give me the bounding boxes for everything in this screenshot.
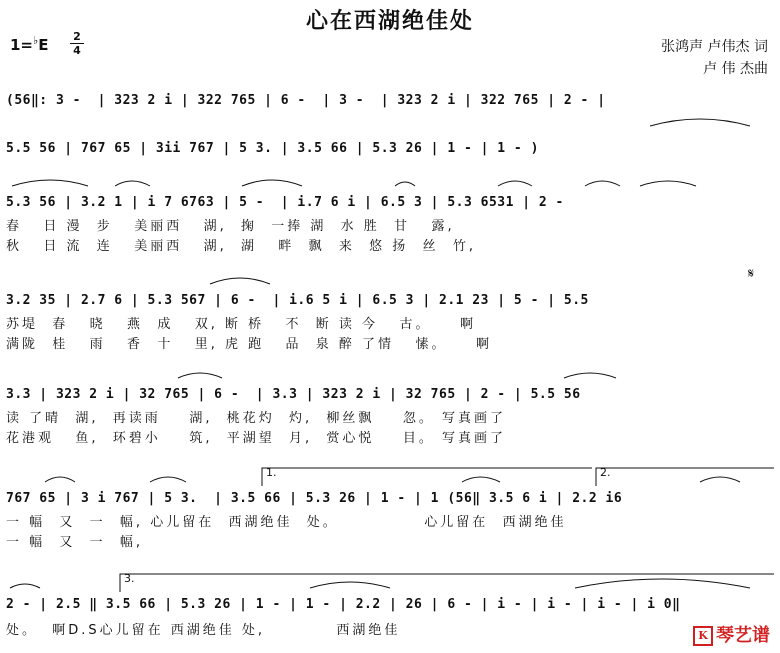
time-signature-top: 2 xyxy=(73,30,81,43)
notation-line-6: 767 65 | 3 i 767 | 5 3. | 3.5 66 | 5.3 26 | 1 - | 1 (56‖ 3.5 6 i | 2.2 i6 xyxy=(6,491,623,506)
flat-sign: ♭ xyxy=(33,34,39,47)
volta-bracket-3 xyxy=(120,574,774,592)
volta-number-3: 3. xyxy=(124,572,135,585)
slur xyxy=(150,477,186,482)
slur xyxy=(640,181,696,186)
slur xyxy=(242,180,302,186)
notation-line-3: 5.3 56 | 3.2 1 | i 7 6763 | 5 - | i.7 6 i | 6.5 3 | 5.3 6531 | 2 - xyxy=(6,195,564,210)
slur xyxy=(575,579,750,588)
slur xyxy=(115,181,150,186)
slur xyxy=(12,180,88,186)
notation-line-2: 5.5 56 | 767 65 | 3ii 767 | 5 3. | 3.5 66 | 5.3 26 | 1 - | 1 - ) xyxy=(6,141,539,156)
notation-line-1: (56‖: 3 - | 323 2 i | 322 765 | 6 - | 3 - | 323 2 i | 322 765 | 2 - | xyxy=(6,93,606,108)
slur xyxy=(462,477,500,482)
notation-line-7: 2 - | 2.5 ‖ 3.5 66 | 5.3 26 | 1 - | 1 - | 2.2 | 26 | 6 - | i - | i - | i - | i 0‖ xyxy=(6,597,681,612)
volta-bracket-1 xyxy=(262,468,592,486)
lyric-line-3a: 春 日 漫 步 美丽西 湖, 掬 一捧 湖 水 胜 甘 露, xyxy=(6,219,455,234)
volta-bracket-2 xyxy=(596,468,774,486)
slur xyxy=(650,119,750,126)
slur xyxy=(45,477,75,482)
lyric-line-7a: 处。 啊D.S心儿留在 西湖绝佳 处, 西湖绝佳 xyxy=(6,623,401,638)
volta-number-2: 2. xyxy=(600,466,611,479)
slur xyxy=(585,181,620,186)
slur xyxy=(700,477,740,482)
lyric-line-6a: 一 幅 又 一 幅, 心儿留在 西湖绝佳 处。 心儿留在 西湖绝佳 xyxy=(6,515,567,530)
slur xyxy=(10,584,40,588)
score-title: 心在西湖绝佳处 xyxy=(305,9,474,34)
slur xyxy=(310,582,390,588)
site-logo xyxy=(693,621,770,647)
lyric-line-4b: 满陇 桂 雨 香 十 里, 虎 跑 品 泉 醉 了情 愫。 啊 xyxy=(6,337,492,352)
lyric-line-5a: 读 了晴 湖, 再读雨 湖, 桃花灼 灼, 柳丝飘 忽。 写真画了 xyxy=(6,411,507,426)
slur xyxy=(564,373,616,378)
segno-sign: 𝄋 xyxy=(748,266,755,282)
slur xyxy=(498,181,532,186)
slur xyxy=(178,373,222,378)
time-signature-bottom: 4 xyxy=(70,43,84,57)
key-note: E xyxy=(38,36,49,54)
lyric-line-4a: 苏堤 春 晓 燕 成 双, 断 桥 不 断 读 今 古。 啊 xyxy=(6,317,476,332)
slur xyxy=(395,182,415,186)
volta-number-1: 1. xyxy=(266,466,277,479)
lyricists: 张鸿声 卢伟杰 词 xyxy=(661,39,768,55)
lyric-line-3b: 秋 日 流 连 美丽西 湖, 湖 畔 飘 来 悠 扬 丝 竹, xyxy=(6,239,476,254)
key-prefix: 1= xyxy=(10,36,34,54)
logo-icon: K xyxy=(693,626,713,646)
notation-line-4: 3.2 35 | 2.7 6 | 5.3 567 | 6 - | i.6 5 i | 6.5 3 | 2.1 23 | 5 - | 5.5 xyxy=(6,293,589,308)
lyric-line-6b: 一 幅 又 一 幅, xyxy=(6,535,144,550)
composer: 卢 伟 杰曲 xyxy=(703,61,768,77)
notation-line-5: 3.3 | 323 2 i | 32 765 | 6 - | 3.3 | 323 2 i | 32 765 | 2 - | 5.5 56 xyxy=(6,387,581,402)
logo-text: 琴艺谱 xyxy=(716,625,770,646)
slur xyxy=(210,278,270,284)
lyric-line-5b: 花港观 鱼, 环碧小 筑, 平湖望 月, 赏心悦 目。 写真画了 xyxy=(6,431,507,446)
